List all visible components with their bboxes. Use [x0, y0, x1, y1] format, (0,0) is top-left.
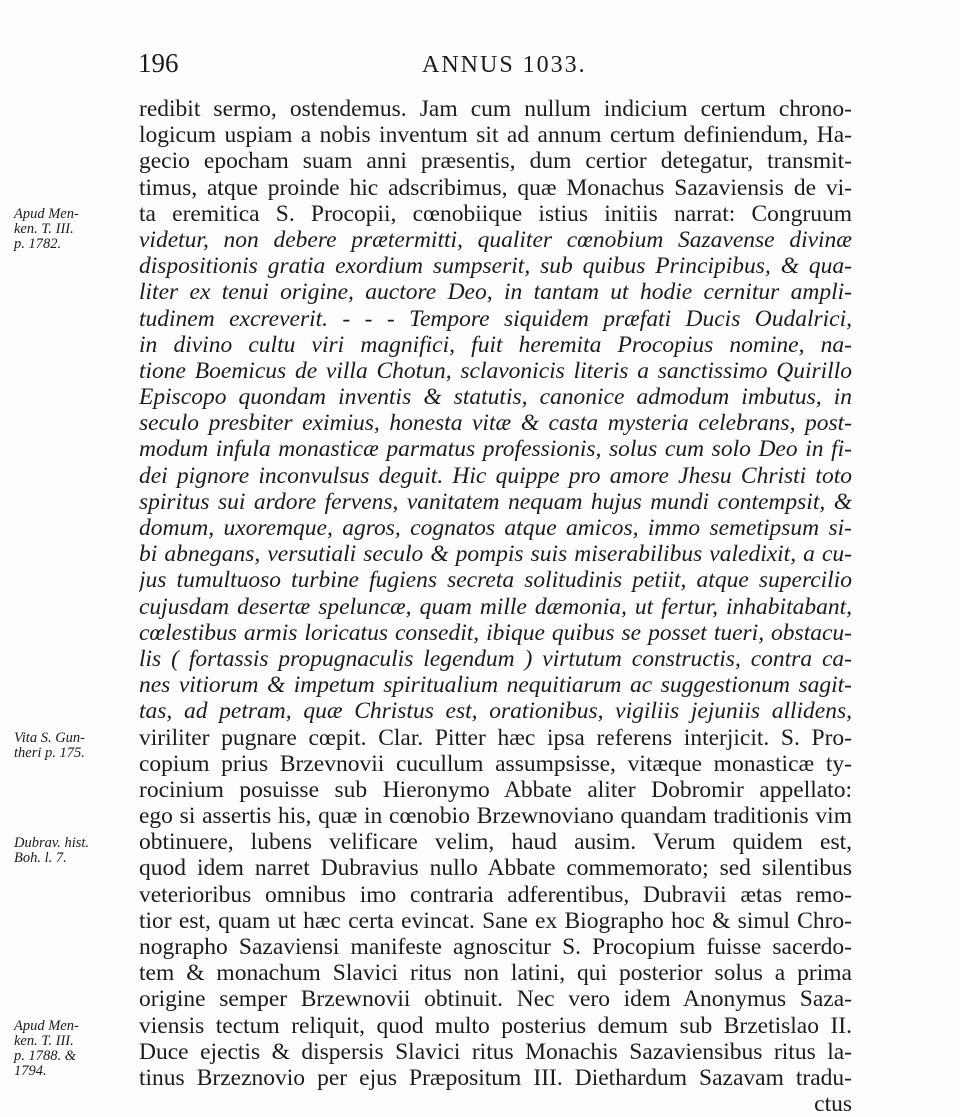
margin-note-line: Boh. l. 7.	[14, 849, 67, 866]
text-line: modum infula monasticæ parmatus professionis, solus cum solo Deo in fi-	[139, 436, 852, 463]
margin-note	[14, 1019, 140, 1079]
margin-note	[14, 731, 140, 761]
page-header	[0, 44, 960, 84]
text-line: bi abnegans, versutiali seculo & pompis suis miserabilibus valedixit, a cu-	[139, 541, 852, 568]
text-line: tior est, quam ut hæc certa evincat. Sane ex Biographo hoc & simul Chro-	[139, 907, 852, 934]
margin-note-line: ken. T. III.	[14, 1033, 74, 1049]
text-line: liter ex tenui origine, auctore Deo, in tantam ut hodie cernitur ampli-	[139, 279, 852, 306]
text-line: obtinuere, lubens velificare velim, haud ausim. Verum quidem est,	[139, 829, 852, 856]
margin-note-line: p. 1788. &	[14, 1048, 77, 1064]
text-line: in divino cultu viri magnifici, fuit heremita Procopius nomine, na-	[139, 331, 852, 358]
text-line: nes vitiorum & impetum spiritualium nequitiarum ac suggestionum sagit-	[139, 672, 852, 699]
text-line: ctus	[814, 1091, 852, 1117]
margin-note-line: 1794.	[14, 1063, 47, 1079]
text-line: domum, uxoremque, agros, cognatos atque amicos, immo semetipsum si-	[139, 515, 852, 541]
text-line: gecio epocham suam anni præsentis, dum certior detegatur, transmit-	[139, 148, 852, 175]
text-line: quod idem narret Dubravius nullo Abbate commemorato; sed silentibus	[139, 855, 852, 882]
margin-note-line: Apud Men-	[14, 1018, 79, 1034]
text-line: origine semper Brzewnovii obtinuit. Nec vero idem Anonymus Saza-	[139, 986, 852, 1013]
text-line: dispositionis gratia exordium sumpserit, sub quibus Principibus, & qua-	[139, 253, 852, 280]
text-line: tione Boemicus de villa Chotun, sclavonicis literis a sanctissimo Quirillo	[139, 357, 852, 384]
margin-note-line: Dubrav. hist.	[14, 834, 90, 851]
text-line: spiritus sui ardore fervens, vanitatem nequam hujus mundi contempsit, &	[139, 488, 852, 515]
text-line: videtur, non debere prætermitti, qualiter cœnobium Sazavense divinæ	[139, 226, 852, 253]
text-line: rocinium posuisse sub Hieronymo Abbate aliter Dobromir appellato:	[139, 776, 852, 803]
text-line: tinus Brzeznovio per ejus Præpositum III. Diethardum Sazavam tradu-	[139, 1064, 852, 1091]
text-line: lis ( fortassis propugnaculis legendum ) virtutum constructis, contra ca-	[139, 645, 852, 672]
margin-note-line: theri p. 175.	[14, 744, 85, 761]
page-number: 196	[138, 48, 179, 78]
text-line: ta eremitica S. Procopii, cœnobiique istius initiis narrat: Congruum	[139, 200, 852, 227]
text-line: Episcopo quondam inventis & statutis, canonice admodum imbutus, in	[139, 384, 852, 411]
margin-note-line: ken. T. III.	[14, 220, 74, 237]
text-line: nographo Sazaviensi manifeste agnoscitur S. Procopium fuisse sacerdo-	[139, 934, 852, 960]
margin-note-line: Apud Men-	[14, 205, 79, 222]
margin-note	[14, 207, 140, 252]
text-line: tas, ad petram, quæ Christus est, orationibus, vigiliis jejuniis allidens,	[139, 698, 852, 725]
text-line: logicum uspiam a nobis inventum sit ad annum certum definiendum, Ha-	[139, 122, 852, 149]
text-line: dei pignore inconvulsus deguit. Hic quippe pro amore Jhesu Christi toto	[139, 462, 852, 489]
margin-note-line: Vita S. Gun-	[14, 729, 86, 746]
text-line: cujusdam desertæ speluncæ, quam mille dæmonia, ut fertur, inhabitabant,	[139, 593, 852, 620]
text-line: redibit sermo, ostendemus. Jam cum nullum indicium certum chrono-	[139, 96, 852, 122]
text-line: copium prius Brzevnovii cucullum assumpsisse, vitæque monasticæ ty-	[139, 750, 852, 777]
text-line: timus, atque proinde hic adscribimus, quæ Monachus Sazaviensis de vi-	[139, 174, 852, 201]
margin-note	[14, 836, 140, 866]
text-line: Duce ejectis & dispersis Slavici ritus Monachis Sazaviensibus ritus la-	[139, 1038, 852, 1065]
text-line: seculo presbiter eximius, honesta vitæ & casta mysteria celebrans, post-	[139, 410, 852, 437]
text-line: cœlestibus armis loricatus consedit, ibique quibus se posset tueri, obstacu-	[139, 619, 852, 646]
main-text	[139, 96, 852, 1117]
text-line: viensis tectum reliquit, quod multo posterius demum sub Brzetislao II.	[139, 1012, 852, 1039]
text-line: tudinem excreverit. - - - Tempore siquidem præfati Ducis Oudalrici,	[139, 305, 852, 332]
text-line: viriliter pugnare cœpit. Clar. Pitter hæc ipsa referens interjicit. S. Pro-	[139, 724, 852, 751]
text-line: tem & monachum Slavici ritus non latini, qui posterior solus a prima	[139, 960, 852, 987]
text-line: veterioribus omnibus imo contraria adferentibus, Dubravii ætas remo-	[139, 881, 852, 908]
running-title: ANNUS 1033.	[422, 52, 587, 78]
text-line: ego si assertis his, quæ in cœnobio Brzewnoviano quandam traditionis vim	[139, 803, 852, 830]
margin-note-line: p. 1782.	[14, 235, 62, 252]
text-line: jus tumultuoso turbine fugiens secreta solitudinis petiit, atque supercilio	[139, 567, 852, 594]
